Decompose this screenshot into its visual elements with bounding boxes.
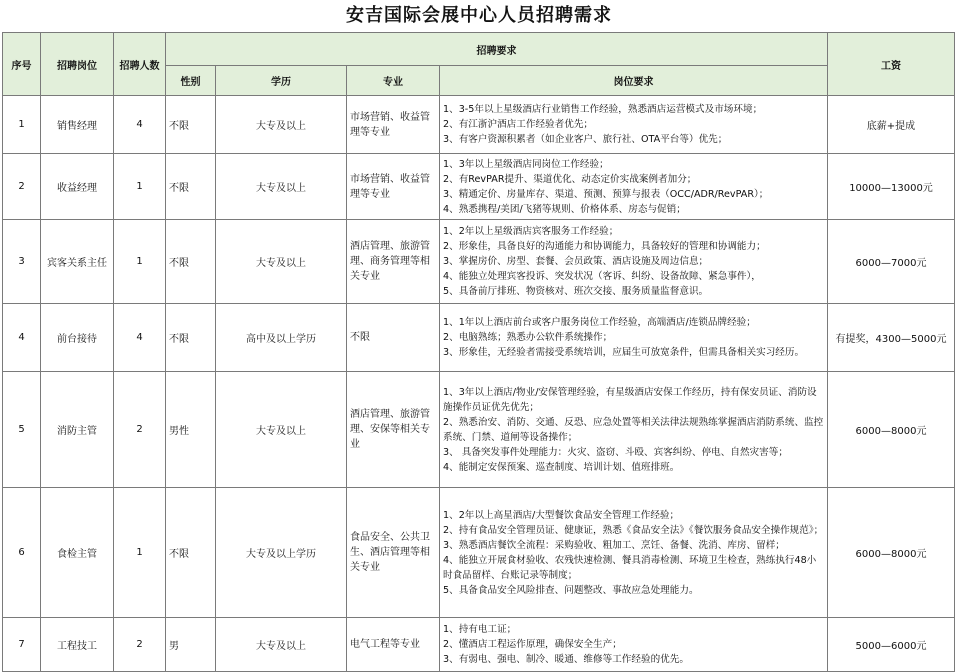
row-gender: 男 (166, 618, 216, 672)
row-duties (440, 220, 828, 304)
row-major: 酒店管理、旅游管理、商务管理等相关专业 (347, 220, 440, 304)
duty-line: 1、3-5年以上星级酒店行业销售工作经验，熟悉酒店运营模式及市场环境； (443, 104, 763, 115)
duty-line: 3、精通定价、房量库存、渠道、预测、预算与报表（OCC/ADR/RevPAR）； (443, 188, 769, 200)
row-salary: 6000—8000元 (828, 372, 955, 488)
row-gender: 不限 (166, 304, 216, 372)
duty-line: 4、熟悉携程/美团/飞猪等规则、价格体系、房态与促销； (443, 203, 686, 215)
row-salary: 6000—8000元 (828, 488, 955, 618)
row-gender: 不限 (166, 154, 216, 220)
row-education: 高中及以上学历 (216, 304, 347, 372)
duty-line: 2、电脑熟练；熟悉办公软件系统操作； (443, 332, 613, 343)
table-row (3, 372, 955, 488)
row-salary: 10000—13000元 (828, 154, 955, 220)
duty-line: 4、能制定安保预案、巡查制度、培训计划、值班排班。 (443, 461, 680, 473)
row-gender: 不限 (166, 488, 216, 618)
row-duties (440, 372, 828, 488)
row-seq: 1 (3, 96, 41, 154)
duty-line: 2、有RevPAR提升、渠道优化、动态定价实战案例者加分； (443, 173, 697, 185)
row-education: 大专及以上学历 (216, 488, 347, 618)
row-count: 1 (114, 220, 166, 304)
row-count: 1 (114, 488, 166, 618)
duty-line: 4、能独立开展食材验收、农残快速检测、餐具消毒检测、环境卫生检查，熟练执行48小时食品留样、台账记录等制度； (443, 554, 817, 581)
table-row (3, 304, 955, 372)
row-major: 酒店管理、旅游管理、安保等相关专业 (347, 372, 440, 488)
duty-line: 5、具备食品安全风险排查、问题整改、事故应急处理能力。 (443, 584, 699, 596)
row-major: 食品安全、公共卫生、酒店管理等相关专业 (347, 488, 440, 618)
table-row (3, 96, 955, 154)
duty-line: 3、掌握房价、房型、套餐、会员政策、酒店设施及周边信息； (443, 256, 709, 267)
row-seq: 5 (3, 372, 41, 488)
row-salary: 5000—6000元 (828, 618, 955, 672)
row-seq: 2 (3, 154, 41, 220)
recruitment-table (2, 32, 955, 672)
table-row (3, 618, 955, 672)
header-count: 招聘人数 (114, 33, 166, 96)
duty-line: 1、1年以上酒店前台或客户服务岗位工作经验，高端酒店/连锁品牌经验； (443, 317, 756, 328)
row-duties (440, 304, 828, 372)
row-salary: 底薪+提成 (828, 96, 955, 154)
row-count: 4 (114, 304, 166, 372)
row-gender: 男性 (166, 372, 216, 488)
row-duties (440, 154, 828, 220)
duty-line: 1、2年以上星级酒店宾客服务工作经验； (443, 226, 619, 237)
row-duties (440, 618, 828, 672)
row-education: 大专及以上 (216, 372, 347, 488)
row-salary: 6000—7000元 (828, 220, 955, 304)
header-position: 招聘岗位 (41, 33, 114, 96)
row-seq: 4 (3, 304, 41, 372)
row-gender: 不限 (166, 96, 216, 154)
header-gender: 性别 (166, 66, 216, 96)
row-education: 大专及以上 (216, 618, 347, 672)
row-seq: 3 (3, 220, 41, 304)
row-seq: 6 (3, 488, 41, 618)
header-major: 专业 (347, 66, 440, 96)
duty-line: 2、懂酒店工程运作原理，确保安全生产； (443, 639, 622, 650)
row-seq: 7 (3, 618, 41, 672)
row-count: 4 (114, 96, 166, 154)
duty-line: 3、 具备突发事件处理能力：火灾、盗窃、斗殴、宾客纠纷、停电、自然灾害等； (443, 446, 788, 458)
duty-line: 3、熟悉酒店餐饮全流程：采购验收、粗加工、烹饪、备餐、洗消、库房、留样； (443, 539, 785, 551)
row-salary: 有提奖，4300—5000元 (828, 304, 955, 372)
row-position: 前台接待 (41, 304, 114, 372)
row-position: 收益经理 (41, 154, 114, 220)
duty-line: 3、有客户资源积累者（如企业客户、旅行社、OTA平台等）优先； (443, 134, 728, 145)
duty-line: 2、持有食品安全管理员证、健康证，熟悉《食品安全法》《餐饮服务食品安全操作规范》； (443, 524, 824, 536)
duty-line: 1、2年以上高星酒店/大型餐饮食品安全管理工作经验； (443, 509, 680, 521)
duty-line: 3、形象佳，无经验者需接受系统培训，应届生可放宽条件，但需具备相关实习经历。 (443, 347, 805, 358)
row-count: 2 (114, 618, 166, 672)
duty-line: 2、有江浙沪酒店工作经验者优先； (443, 119, 594, 130)
row-duties (440, 488, 828, 618)
row-major: 不限 (347, 304, 440, 372)
row-position: 工程技工 (41, 618, 114, 672)
row-count: 1 (114, 154, 166, 220)
duty-line: 2、形象佳，具备良好的沟通能力和协调能力，具备较好的管理和协调能力； (443, 241, 766, 252)
row-count: 2 (114, 372, 166, 488)
row-education: 大专及以上 (216, 154, 347, 220)
header-requirements: 招聘要求 (166, 33, 828, 66)
row-major: 电气工程等专业 (347, 618, 440, 672)
row-education: 大专及以上 (216, 96, 347, 154)
header-education: 学历 (216, 66, 347, 96)
row-position: 销售经理 (41, 96, 114, 154)
duty-line: 4、能独立处理宾客投诉、突发状况（客诉、纠纷、设备故障、紧急事件）， (443, 271, 761, 282)
row-position: 宾客关系主任 (41, 220, 114, 304)
row-gender: 不限 (166, 220, 216, 304)
row-education: 大专及以上 (216, 220, 347, 304)
header-seq: 序号 (3, 33, 41, 96)
row-position: 消防主管 (41, 372, 114, 488)
table-row (3, 154, 955, 220)
duty-line: 5、具备前厅排班、物资核对、班次交接、服务质量监督意识。 (443, 286, 709, 297)
duty-line: 2、熟悉治安、消防、交通、反恐、应急处置等相关法律法规熟练掌握酒店消防系统、监控系统、门禁、道闸等设备操作； (443, 416, 824, 443)
duty-line: 3、有弱电、强电、制冷、暖通、维修等工作经验的优先。 (443, 654, 689, 665)
page-title: 安吉国际会展中心人员招聘需求 (346, 5, 612, 26)
duty-line: 1、3年以上星级酒店同岗位工作经验； (443, 158, 609, 170)
row-major: 市场营销、收益管理等专业 (347, 154, 440, 220)
table-row (3, 220, 955, 304)
header-duties: 岗位要求 (440, 66, 828, 96)
row-major: 市场营销、收益管理等专业 (347, 96, 440, 154)
row-duties (440, 96, 828, 154)
table-row (3, 488, 955, 618)
row-position: 食检主管 (41, 488, 114, 618)
duty-line: 1、持有电工证； (443, 624, 517, 635)
duty-line: 1、3年以上酒店/物业/安保管理经验，有星级酒店安保工作经历，持有保安员证、消防设施操作员证优先优先； (443, 386, 817, 413)
header-salary: 工资 (828, 33, 955, 96)
